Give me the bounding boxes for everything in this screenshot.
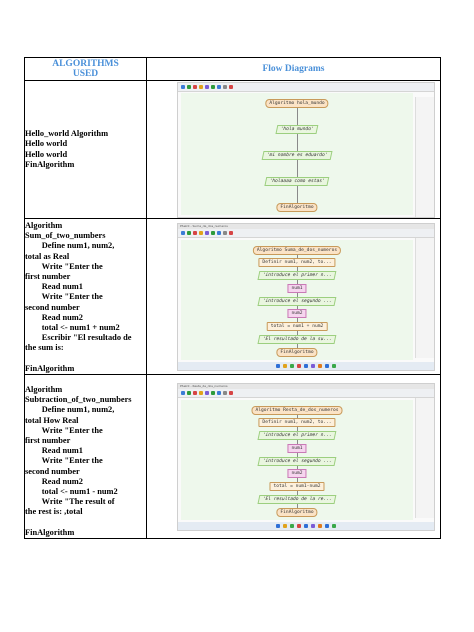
flow-connector <box>297 466 298 470</box>
flow-connector <box>297 267 298 271</box>
flow-connector <box>297 440 298 444</box>
taskbar-app-icon[interactable] <box>297 524 301 528</box>
flow-diagram-screenshot <box>177 223 435 371</box>
taskbar-app-icon[interactable] <box>283 524 287 528</box>
flow-connector <box>297 453 298 457</box>
toolbar-icon[interactable] <box>199 391 203 395</box>
side-panel <box>415 97 434 218</box>
algorithm-line: Sum_of_two_numbers <box>25 231 106 241</box>
flow-node-io[interactable]: 'introduce el segundo ... <box>257 297 336 306</box>
taskbar-app-icon[interactable] <box>311 364 315 368</box>
toolbar-icon[interactable] <box>229 391 233 395</box>
flow-connector <box>297 478 298 482</box>
toolbar-icon[interactable] <box>217 231 221 235</box>
algorithm-line: Read num1 <box>25 446 83 456</box>
toolbar-icon[interactable] <box>229 231 233 235</box>
taskbar-app-icon[interactable] <box>276 524 280 528</box>
flow-node-proc[interactable]: Definir num1, num2, to... <box>258 418 335 427</box>
taskbar <box>178 522 434 530</box>
flow-connector <box>297 318 298 322</box>
algorithm-line: first number <box>25 436 71 446</box>
toolbar-icon[interactable] <box>187 231 191 235</box>
algorithm-line: Algorithm <box>25 221 63 230</box>
flow-node-io[interactable]: 'hola mundo' <box>275 125 318 134</box>
taskbar-app-icon[interactable] <box>332 524 336 528</box>
toolbar-icon[interactable] <box>211 85 215 89</box>
toolbar-icon[interactable] <box>223 85 227 89</box>
algorithm-line: Hello world <box>25 139 68 149</box>
taskbar-app-icon[interactable] <box>325 524 329 528</box>
algorithm-line: Define num1, num2, <box>25 241 115 251</box>
toolbar-icon[interactable] <box>205 231 209 235</box>
toolbar-icon[interactable] <box>223 231 227 235</box>
flow-node-var[interactable]: num2 <box>287 469 306 478</box>
flow-connector <box>297 280 298 284</box>
taskbar-app-icon[interactable] <box>304 524 308 528</box>
algorithm-line: total <- num1 + num2 <box>25 323 120 333</box>
algorithm-cell <box>25 81 147 219</box>
toolbar-icon[interactable] <box>199 85 203 89</box>
algorithm-line: Write "The result of <box>25 497 115 507</box>
toolbar-icon[interactable] <box>181 85 185 89</box>
algorithm-line: FinAlgorithm <box>25 527 75 537</box>
toolbar-icon[interactable] <box>205 85 209 89</box>
toolbar-icon[interactable] <box>187 391 191 395</box>
flow-connector <box>297 504 298 508</box>
toolbar-icon[interactable] <box>193 391 197 395</box>
flow-node-term[interactable]: Algoritmo Suma_de_dos_numeros <box>253 246 341 255</box>
algorithm-line: Hello world <box>25 149 68 159</box>
algorithm-line: Escribir "El resultado de <box>25 333 132 343</box>
diagram-canvas <box>181 240 413 360</box>
toolbar-icon[interactable] <box>187 85 191 89</box>
toolbar-icon[interactable] <box>229 85 233 89</box>
toolbar-icon[interactable] <box>181 391 185 395</box>
algorithm-line: Define num1, num2, <box>25 405 115 415</box>
taskbar <box>178 362 434 370</box>
flow-connector <box>297 306 298 310</box>
algorithm-line: Write "Enter the <box>25 425 103 435</box>
toolbar-icon[interactable] <box>211 231 215 235</box>
flow-connector <box>297 427 298 431</box>
table-row <box>25 219 441 375</box>
algorithms-table <box>24 57 441 539</box>
taskbar-app-icon[interactable] <box>297 364 301 368</box>
taskbar-app-icon[interactable] <box>318 364 322 368</box>
taskbar-app-icon[interactable] <box>304 364 308 368</box>
algorithm-line: Hello_world Algorithm <box>25 129 109 139</box>
taskbar-app-icon[interactable] <box>318 524 322 528</box>
algorithm-cell <box>25 219 147 375</box>
flow-node-io[interactable]: 'introduce el primer n... <box>257 271 336 280</box>
window-title: PSeInt - Suma_de_dos_numeros <box>178 224 434 229</box>
toolbar-icon[interactable] <box>223 391 227 395</box>
algorithm-line: Subtraction_of_two_numbers <box>25 395 132 405</box>
toolbar <box>178 389 434 398</box>
flow-node-proc[interactable]: Definir num1, num2, to... <box>258 258 335 267</box>
toolbar-icon[interactable] <box>193 231 197 235</box>
taskbar-app-icon[interactable] <box>283 364 287 368</box>
flow-node-io[interactable]: 'introduce el segundo ... <box>257 457 336 466</box>
toolbar <box>178 83 434 92</box>
taskbar-app-icon[interactable] <box>311 524 315 528</box>
flow-connector <box>297 491 298 495</box>
toolbar-icon[interactable] <box>217 85 221 89</box>
flow-node-term[interactable]: Algoritmo hola_mundo <box>265 99 328 108</box>
flow-node-io[interactable]: 'introduce el primer n... <box>257 431 336 440</box>
flow-connector <box>297 134 298 151</box>
flow-connector <box>297 160 298 177</box>
algorithm-line: total as Real <box>25 251 70 261</box>
algorithm-line: Read num2 <box>25 476 83 486</box>
toolbar-icon[interactable] <box>199 231 203 235</box>
flow-node-term[interactable]: FinAlgoritmo <box>276 508 317 517</box>
flow-node-var[interactable]: num1 <box>287 284 306 293</box>
algorithm-line <box>25 354 146 364</box>
flow-node-proc[interactable]: total = num1-num2 <box>269 482 324 491</box>
diagram-cell <box>147 219 441 375</box>
toolbar-icon[interactable] <box>181 231 185 235</box>
table-row <box>25 81 441 219</box>
algorithm-line: Algorithm <box>25 385 63 395</box>
algorithm-line: FinAlgorithm <box>25 159 75 169</box>
algorithm-line: total How Real <box>25 415 79 425</box>
flow-node-io[interactable]: 'El resultado de la su... <box>257 335 336 344</box>
diagram-cell <box>147 81 441 219</box>
taskbar-app-icon[interactable] <box>290 524 294 528</box>
flow-connector <box>297 331 298 335</box>
flow-node-var[interactable]: num2 <box>287 309 306 318</box>
algorithm-line: Read num1 <box>25 282 83 292</box>
algorithm-line: Read num2 <box>25 312 83 322</box>
toolbar-icon[interactable] <box>217 391 221 395</box>
algorithm-line: second number <box>25 302 80 312</box>
flow-node-term[interactable]: FinAlgoritmo <box>276 348 317 357</box>
flow-connector <box>297 293 298 297</box>
algorithm-line: the sum is: <box>25 343 64 353</box>
window-title: PSeInt - Resta_de_dos_numeros <box>178 384 434 389</box>
toolbar-icon[interactable] <box>211 391 215 395</box>
flow-connector <box>297 344 298 348</box>
side-panel <box>415 238 434 358</box>
diagram-canvas <box>181 400 413 520</box>
flow-node-term[interactable]: Algoritmo Resta_de_dos_numeros <box>252 406 343 415</box>
toolbar-icon[interactable] <box>205 391 209 395</box>
diagram-cell <box>147 375 441 539</box>
algorithm-line: total <- num1 - num2 <box>25 487 118 497</box>
flow-diagram-screenshot <box>177 383 435 531</box>
algorithm-line: Write "Enter the <box>25 292 103 302</box>
side-panel <box>415 398 434 518</box>
diagram-canvas <box>181 93 413 215</box>
taskbar-app-icon[interactable] <box>276 364 280 368</box>
header-flow-diagrams: Flow Diagrams <box>147 58 441 81</box>
flow-node-io[interactable]: 'mi nombre es eduardo' <box>262 151 333 160</box>
algorithm-line: FinAlgorithm <box>25 363 75 373</box>
header-algorithms-used <box>25 58 147 81</box>
table-row <box>25 375 441 539</box>
algorithm-line <box>25 518 146 528</box>
algorithm-line: first number <box>25 272 71 282</box>
flow-connector <box>297 186 298 203</box>
toolbar <box>178 229 434 238</box>
flow-connector <box>297 415 298 419</box>
taskbar-app-icon[interactable] <box>332 364 336 368</box>
flow-node-var[interactable]: num1 <box>287 444 306 453</box>
toolbar-icon[interactable] <box>193 85 197 89</box>
table-header-row <box>25 58 441 81</box>
algorithm-line: Write "Enter the <box>25 261 103 271</box>
flow-node-io[interactable]: 'holaaaa como estas' <box>264 177 329 186</box>
flow-connector <box>297 255 298 259</box>
flow-node-term[interactable]: FinAlgoritmo <box>276 203 317 212</box>
flow-node-io[interactable]: 'El resultado de la re... <box>257 495 336 504</box>
flow-connector <box>297 108 298 125</box>
taskbar-app-icon[interactable] <box>325 364 329 368</box>
taskbar-app-icon[interactable] <box>290 364 294 368</box>
algorithm-line: the rest is: ,total <box>25 507 83 517</box>
algorithm-line: second number <box>25 466 80 476</box>
flow-diagram-screenshot <box>177 82 435 218</box>
flow-node-proc[interactable]: total = num1 + num2 <box>267 322 328 331</box>
algorithm-cell <box>25 375 147 539</box>
header-algorithms-line2: USED <box>72 69 99 79</box>
algorithm-line: Write "Enter the <box>25 456 103 466</box>
header-algorithms-line1: ALGORITHMS <box>52 59 119 69</box>
